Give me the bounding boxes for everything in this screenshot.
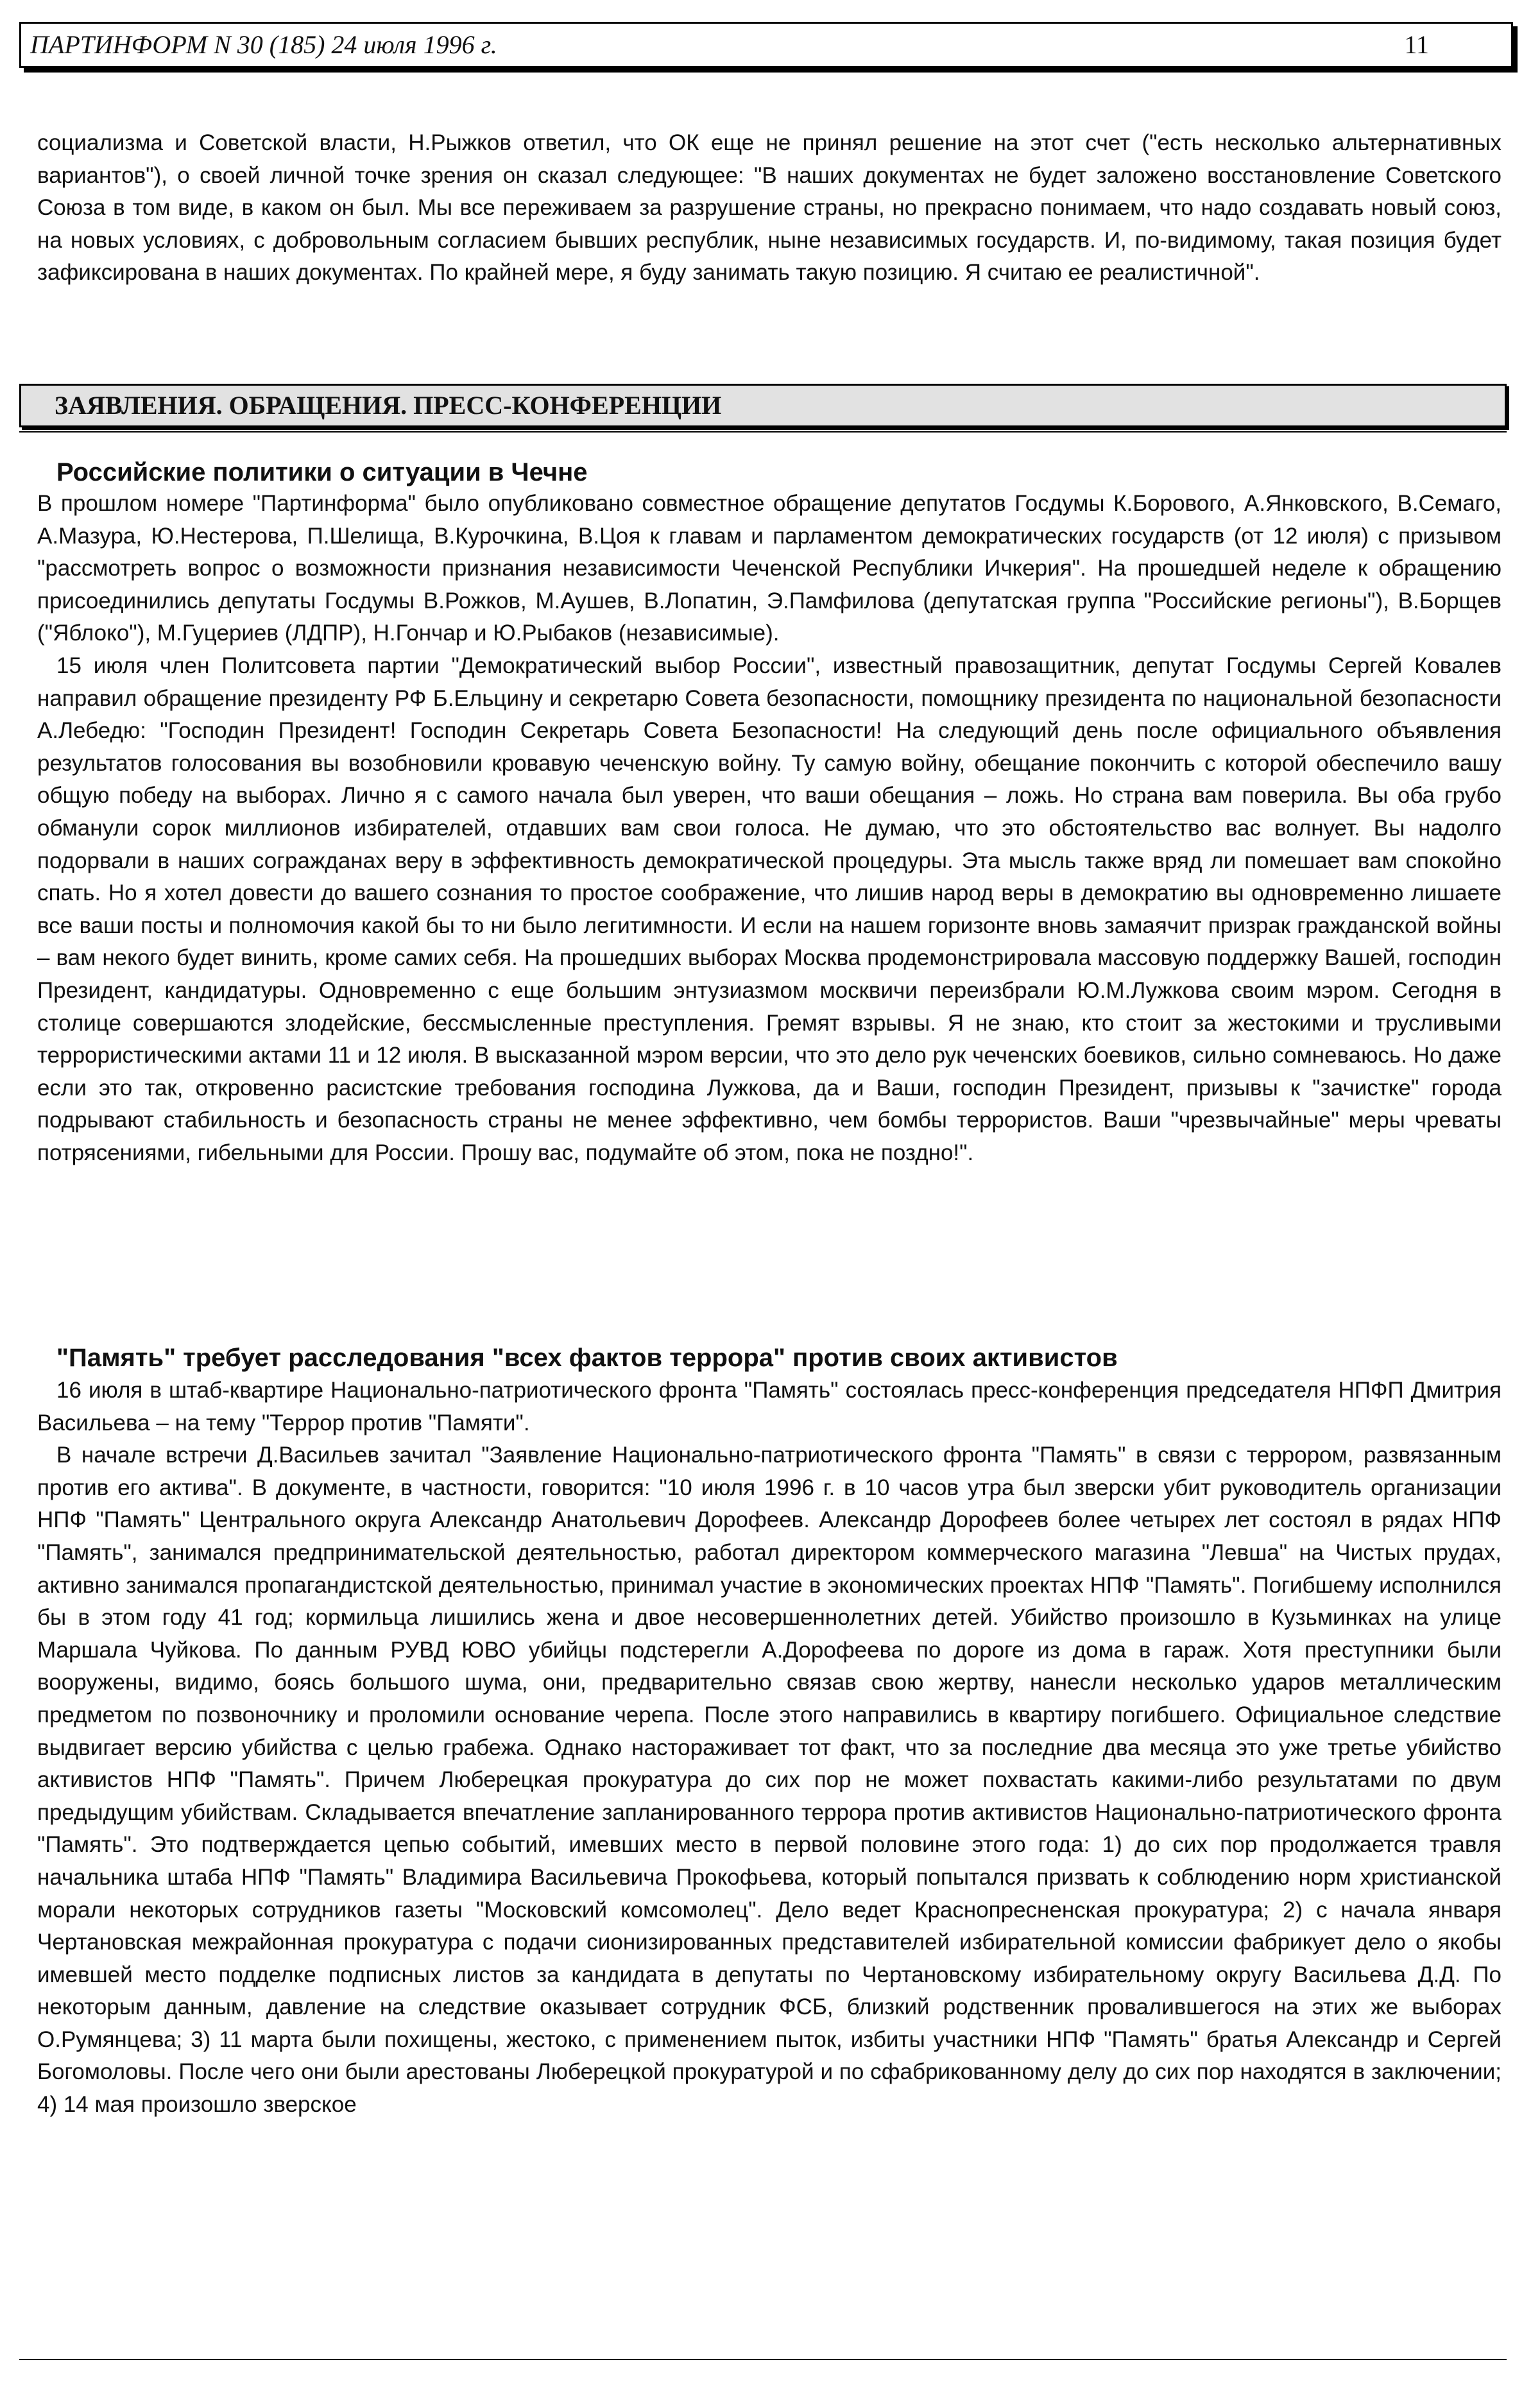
page-header — [19, 22, 1513, 68]
section-divider — [19, 431, 1507, 433]
article-title-chechnya: Российские политики о ситуации в Чечне — [56, 458, 588, 486]
article-paragraph: 15 июля член Политсовета партии "Демократический выбор России", известный правозащитник, депутат Госдумы Сергей Ковалев направил обращение президенту РФ Б.Ельцину и секретарю Совета безопасности, помощнику президента по национальной безопасности А.Лебедю: "Господин Президент! Господин Секретарь Совета Безопасности! На следующий день после официального объявления результатов голосования вы возобновили кровавую чеченскую войну. Ту самую войну, обещание покончить с которой обеспечило вашу общую победу на выборах. Лично я с самого начала был уверен, что ваши обещания – ложь. Но страна вам поверила. Вы оба грубо обманули сорок миллионов избирателей, отдавших вам свои голоса. Не думаю, что это обстоятельство вас волнует. Вы надолго подорвали в наших согражданах веру в эффективность демократической процедуры. Эта мысль также вряд ли помешает вам спокойно спать. Но я хотел довести до вашего сознания то простое соображение, что лишив народ веры в демократию вы одновременно лишаете все ваши посты и полномочия какой бы то ни было легитимности. И если на нашем горизонте вновь замаячит призрак гражданской войны – вам некого будет винить, кроме самих себя. На прошедших выборах Москва продемонстрировала массовую поддержку Вашей, господин Президент, кандидатуры. Одновременно с еще большим энтузиазмом москвичи переизбрали Ю.М.Лужкова своим мэром. Сегодня в столице совершаются злодейские, бессмысленные преступления. Гремят взрывы. Я не знаю, кто стоит за жестокими и трусливыми террористическими актами 11 и 12 июля. В высказанной мэром версии, что это дело рук чеченских боевиков, сильно сомневаюсь. Но даже если это так, откровенно расистские требования господина Лужкова, да и Ваши, господин Президент, призывы к "зачистке" города подрывают стабильность и безопасность страны не менее эффективно, чем бомбы террористов. Ваши "чрезвычайные" меры чреваты потрясениями, гибельными для России. Прошу вас, подумайте об этом, пока не поздно!". — [37, 653, 1502, 1165]
section-title: ЗАЯВЛЕНИЯ. ОБРАЩЕНИЯ. ПРЕСС-КОНФЕРЕНЦИИ — [55, 391, 722, 420]
article-paragraph: В начале встречи Д.Васильев зачитал "Заявление Национально-патриотического фронта "Память" в связи с террором, развязанным против его актива". В документе, в частности, говорится: "10 июля 1996 г. в 10 часов утра был зверски убит руководитель организации НПФ "Память" Центрального округа Александр Анатольевич Дорофеев. Александр Дорофеев более четырех лет состоял в рядах НПФ "Память", занимался предпринимательской деятельностью, работал директором коммерческого магазина "Левша" на Чистых прудах, активно занимался пропагандистской деятельностью, принимал участие в экономических проектах НПФ "Память". Погибшему исполнился бы в этом году 41 год; кормильца лишились жена и двое несовершеннолетних детей. Убийство произошло в Кузьминках на улице Маршала Чуйкова. По данным РУВД ЮВО убийцы подстерегли А.Дорофеева по дороге из дома в гараж. Хотя преступники были вооружены, видимо, боясь большого шума, они, предварительно связав свою жертву, нанесли несколько ударов металлическим предметом по позвоночнику и проломили основание черепа. После этого направились в квартиру погибшего. Официальное следствие выдвигает версию убийства с целью грабежа. Однако настораживает тот факт, что за последние два месяца это уже третье убийство активистов НПФ "Память". Причем Люберецкая прокуратура до сих пор не может похвастать какими-либо результатами по двум предыдущим убийствам. Складывается впечатление запланированного террора против активистов Национально-патриотического фронта "Память". Это подтверждается цепью событий, имевших место в первой половине этого года: 1) до сих пор продолжается травля начальника штаба НПФ "Память" Владимира Васильевича Прокофьева, который попытался призвать к соблюдению норм христианской морали некоторых сотрудников газеты "Московский комсомолец". Дело ведет Краснопресненская прокуратура; 2) с начала января Чертановская межрайонная прокуратура с подачи сионизированных представителей избирательной комиссии фабрикует дело о якобы имевшей место подделке подписных листов за кандидата в депутаты по Чертановскому избирательному округу Васильева Д.Д. По некоторым данным, давление на следствие оказывает сотрудник ФСБ, близкий родственник провалившегося на этих же выборах О.Румянцева; 3) 11 марта были похищены, жестоко, с применением пыток, избиты участники НПФ "Память" братья Александр и Сергей Богомоловы. После чего они были арестованы Люберецкой прокуратурой и по сфабрикованному делу до сих пор находятся в заключении; 4) 14 мая произошло зверское — [37, 1443, 1502, 2118]
article-paragraph: 16 июля в штаб-квартире Национально-патриотического фронта "Память" состоялась пресс-конференция председателя НПФП Дмитрия Васильева – на тему "Террор против "Памяти". — [37, 1378, 1502, 1435]
article-title-pamyat: "Память" требует расследования "всех фактов террора" против своих активистов — [56, 1344, 1118, 1372]
intro-paragraph: социализма и Советской власти, Н.Рыжков ответил, что ОК еще не принял решение на этот счет ("есть несколько альтернативных вариантов"), о своей личной точке зрения он сказал следующее: "В наших документах не будет заложено восстановление Советского Союза в том виде, в каком он был. Мы все переживаем за разрушение страны, но прекрасно понимаем, что надо создавать новый союз, на новых условиях, с добровольным согласием бывших республик, ныне независимых государств. И, по-видимому, такая позиция будет зафиксирована в наших документах. По крайней мере, я буду занимать такую позицию. Я считаю ее реалистичной". — [37, 130, 1502, 286]
publication-title: ПАРТИНФОРМ N 30 (185) 24 июля 1996 г. — [30, 30, 497, 59]
article-paragraph: В прошлом номере "Партинформа" было опубликовано совместное обращение депутатов Госдумы К.Борового, А.Янковского, В.Семаго, А.Мазура, Ю.Нестерова, П.Шелища, В.Курочкина, В.Цоя к главам и парламентом демократических государств (от 12 июля) с призывом "рассмотреть вопрос о возможности признания независимости Чеченской Республики Ичкерия". На прошедшей неделе к обращению присоединились депутаты Госдумы В.Рожков, М.Аушев, В.Лопатин, Э.Памфилова (депутатская группа "Российские регионы"), В.Борщев ("Яблоко"), М.Гуцериев (ЛДПР), Н.Гончар и Ю.Рыбаков (независимые). — [37, 491, 1502, 646]
bottom-divider — [19, 2359, 1507, 2360]
page-number: 11 — [1404, 30, 1429, 59]
article-body-chechnya — [37, 488, 1502, 1169]
article-body-pamyat — [37, 1375, 1502, 2121]
intro-text — [37, 127, 1502, 289]
section-header — [19, 384, 1507, 427]
